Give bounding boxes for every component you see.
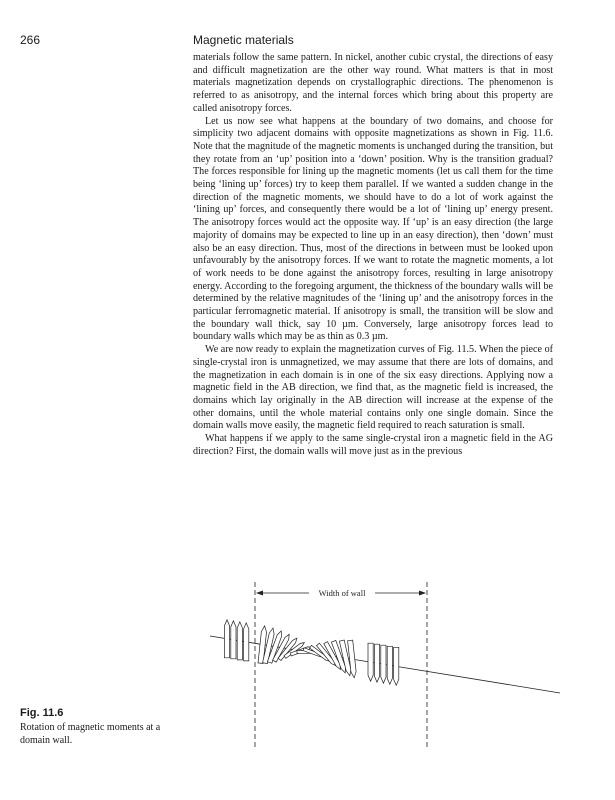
moment-arrow (381, 645, 386, 683)
moment-arrow (387, 646, 392, 684)
body-text (193, 52, 553, 459)
caption-text: Rotation of magnetic moments at a domain wall. (20, 722, 161, 746)
paragraph: materials follow the same pattern. In nickel, another cubic crystal, the directions of easy and difficult magnetization are the other way round. What matters is that in most materials magnetization depends on crystallographic directions. The phenomenon is referred to as anisotropy, and the internal forces which bring about this property are called anisotropy forces. (193, 52, 553, 114)
running-head: Magnetic materials (193, 33, 294, 47)
figure-caption (20, 707, 185, 747)
moment-arrow (237, 622, 242, 660)
moment-arrow (394, 647, 399, 685)
moment-arrow (231, 621, 236, 659)
wall-width-label: Width of wall (318, 588, 366, 598)
paragraph: What happens if we apply to the same single-crystal iron a magnetic field in the AG direction? First, the domain walls will move just as in the previous (193, 433, 553, 457)
width-arrowhead-right (419, 591, 426, 596)
figure-label: Fig. 11.6 (20, 707, 64, 719)
paragraph: Let us now see what happens at the boundary of two domains, and choose for simplicity two adjacent domains with opposite magnetizations as shown in Fig. 11.6. Note that the magnitude of the magnetic moments is unchanged during the transition, but they rotate from an ‘up’ position into a ‘down’ position. Why is the transition gradual? The forces responsible for lining up the magnetic moments (let us call them for the time being ‘lining up’ forces) try to keep them parallel. If we wanted a sudden change in the direction of the magnetic moments, we should have to do a lot of work against the ‘lining up’ forces, and consequently there would be a lot of ‘lining up’ energy present. The anisotropy forces would act the opposite way. If ‘up’ is an easy direction (the large majority of domains may be expected to line up in an easy direction), then ‘down’ must also be an easy direction. Thus, most of the directions in between must be looked upon unfavourably by the anisotropy forces. If we want to rotate the magnetic moments, a lot of work needs to be done against the anisotropy forces, resulting in large anisotropy energy. According to the foregoing argument, the thickness of the boundary walls will be determined by the relative magnitudes of the ‘lining up’ and the anisotropy forces in the particular ferromagnetic material. If anisotropy is small, the transition will be slow and the boundary wall thick, say 10 µm. Conversely, large anisotropy forces lead to boundary walls which may be as thin as 0.3 µm. (193, 115, 553, 343)
paragraph: We are now ready to explain the magnetization curves of Fig. 11.5. When the piece of single-crystal iron is unmagnetized, we may assume that there are lots of domains, and the magnetization in each domain is in one of the six easy directions. Applying now a magnetic field in the AB direction, we find that, as the magnetic field is increased, the domains which lay originally in the AB direction will increase at the expense of the other domains, until the whole material contains only one single domain. Since the domain walls move easily, the magnetic field required to reach saturation is small. (193, 344, 553, 432)
moment-arrow (244, 623, 249, 661)
width-arrowhead-left (256, 591, 263, 596)
domain-wall-illustration (205, 580, 565, 755)
moment-arrow (374, 644, 379, 682)
figure-domain-wall (205, 580, 565, 760)
page-number: 266 (20, 33, 41, 47)
moment-arrow (368, 643, 373, 681)
magnetic-moment-arrows (224, 620, 398, 686)
moment-arrow (224, 620, 229, 658)
